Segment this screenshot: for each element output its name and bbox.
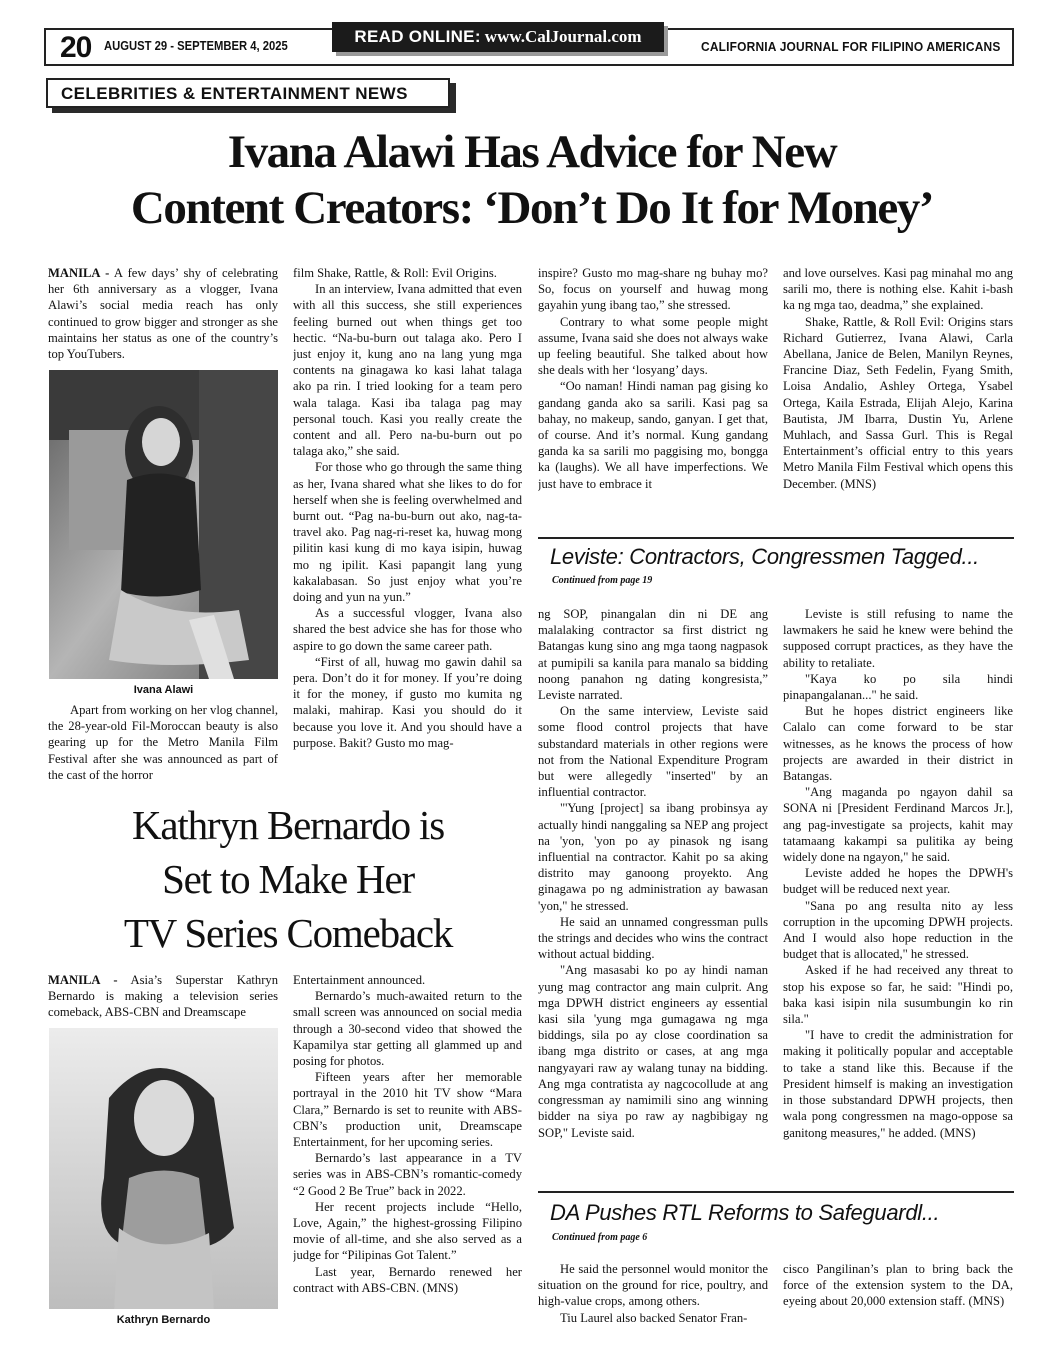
kathryn-headline-line3: TV Series Comeback (123, 910, 453, 956)
read-online-banner (332, 22, 664, 52)
kathryn-dateline: MANILA - (48, 973, 118, 987)
leviste-p9: "Ang maganda po ngayon dahil sa SONA ni [President Ferdinand Marcos Jr.], ang pag-investigate sa projects, kahit may tatamaang kakampi sa pulitika ay being widely done na ngayon," he said. (783, 785, 1013, 865)
ivana-column-4 (783, 265, 1013, 533)
leviste-p6: Leviste is still refusing to name the lawmakers he said he knew were behind the supposed corrupt practices, as they have the ability to retaliate. (783, 607, 1013, 670)
ivana-p10: “Oo naman! Hindi naman pag gising ko gandang ganda ako sa sarili. Kasi pag sa bahay, no makeup, sando, ganyan. I get that, of course. And it’s normal. Kung gandang ganda ka sa sarili mo paggising mo, bongga ka (laughs). We all have imperfections. We just have to embrace it (538, 379, 768, 491)
ivana-p8: inspire? Gusto mo mag-share ng buhay mo? So, focus on yourself and huwag mong gayahin yung ibang tao,” she stressed. (538, 266, 768, 313)
da-p2: Tiu Laurel also backed Senator Fran- (560, 1310, 748, 1325)
ivana-p4: In an interview, Ivana admitted that even with all this success, she still experiences feeling burned out when things get too hectic. “Na-bu-burn out talaga ako. Pero I just enjoy it, kung ano na lang yung mga contents na ginagawa ko kasi lahat talaga ako pa rin. I tried looking for a team pero wala talaga. Kasi iba talaga pag may personal touch. Kasi you really create the content and all. Pero na-bu-burn out po talaga ako,” she said. (293, 282, 522, 459)
da-top-rule (538, 1191, 1014, 1193)
leviste-p13: "I have to credit the administration for making it politically popular and acceptable to take a stand like this. Because if the President himself is making an investigation in those substandard DPWH projects, then wala pong congressmen na mago-oppose sa ganitong measures," he added. (MNS) (783, 1028, 1013, 1140)
ivana-p12: Shake, Rattle, & Roll Evil: Origins stars Richard Gutierrez, Ivana Alawi, Carla Abellana, Janice de Belen, Manilyn Reynes, Francine Diaz, Seth Fedelin, Fyang Smith, Loisa Andalio, Ashley Ortega, Ysabel Ortega, Kaila Estrada, Elijah Alejo, Karina Bautista, JM Ibarra, Dustin Yu, Arlene Muhlach, and Sassa Gurl. This is Regal Entertainment’s official entry to this years Metro Manila Film Festival which opens this December. (MNS) (783, 314, 1013, 491)
kathryn-photo-caption: Kathryn Bernardo (116, 1314, 211, 1326)
ivana-p7: “First of all, huwag mo gawin dahil sa pera. Don’t do it for money. If you’re doing it for the money, if gusto mo kumita ng malaki, mahirap. Kasi you should do it because you love it. And you should have a purpose. Bakit? Gusto mo mag- (293, 654, 522, 750)
ivana-dateline: MANILA - (48, 266, 110, 280)
da-p3: cisco Pangilinan’s plan to bring back the force of the extension system to the DA, eyeing about 20,000 extension staff. (MNS) (783, 1262, 1013, 1309)
ivana-column-1 (48, 265, 278, 365)
leviste-p1: ng SOP, pinangalan din ni DE ang malalaking contractor sa first district ng Batangas kung sino ang mga taong nagpasok at pumipili sa kanila para manalo sa bidding noong panahon ng dating kongresista,” Leviste narrated. (538, 607, 768, 703)
leviste-top-rule (538, 537, 1014, 539)
da-headline: DA Pushes RTL Reforms to Safeguardl... (550, 1200, 940, 1225)
ivana-headline-line1: Ivana Alawi Has Advice for New (227, 126, 837, 178)
kathryn-p7: Last year, Bernardo renewed her contract with ABS-CBN. (MNS) (293, 1264, 522, 1295)
kathryn-p6: Her recent projects include “Hello, Love, Again,” the highest-grossing Filipino movie of all-time, and she also served as a judge for “Pilipinas Got Talent.” (293, 1199, 522, 1263)
page-number: 20 (60, 31, 92, 64)
masthead-bar (44, 28, 1014, 66)
leviste-continued-note: Continued from page 19 (552, 575, 653, 586)
publication-name: CALIFORNIA JOURNAL FOR FILIPINO AMERICANS (700, 39, 1000, 54)
kathryn-p2: Entertainment announced. (293, 973, 426, 987)
ivana-p3: film Shake, Rattle, & Roll: Evil Origins. (293, 266, 497, 280)
ivana-column-3 (538, 265, 768, 533)
ivana-p11: and love ourselves. Kasi pag minahal mo ang sarili mo, there is nothing else. Kahit i-bash ka ng mga tao, deadma,” she explained. (783, 266, 1013, 313)
section-label: CELEBRITIES & ENTERTAINMENT NEWS (46, 78, 450, 108)
leviste-p11: "Sana po ang resulta nito ay less corruption in the upcoming DPWH projects. And I would also hope reduction in the budget that is allocated," he stressed. (783, 898, 1013, 962)
leviste-p7: "Kaya ko po sila hindi pinapangalanan..." he said. (783, 671, 1013, 703)
leviste-p4: He said an unnamed congressman pulls the strings and decides who wins the contract without actual bidding. (538, 914, 768, 962)
kathryn-p5: Bernardo’s last appearance in a TV series was in ABS-CBN’s romantic-comedy “2 Good 2 Be True” back in 2022. (293, 1151, 522, 1198)
kathryn-bernardo-photo (49, 1028, 278, 1309)
kathryn-column-2 (293, 972, 522, 1330)
ivana-p9: Contrary to what some people might assume, Ivana said she does not always wake up feeling beautiful. She talked about how she deals with her ‘losyang’ days. (538, 314, 768, 378)
leviste-p2: On the same interview, Leviste said some flood control projects that have substandard materials in other regions were not from the National Expenditure Program but were allegedly "inserted" by an influential contractor. (538, 704, 768, 800)
leviste-headline: Leviste: Contractors, Congressmen Tagged... (550, 544, 979, 569)
ivana-column-2 (293, 265, 522, 787)
leviste-p5: "Ang masasabi ko po ay hindi naman yung mag contractor ang main culprit. Ang mga DPWH district engineers ay essential kasi sila 'yung mga gumagawa ng mga biddings, sila po ay close coordination sa ibang mga distrito or cases, at ang mga nangyayari raw ay walang tunay na bidding. Ang mga contratista ay nagcocollude at ang congressman ay namimili sino ang winning bidder na siya po raw ay nagbibigay ng SOP," Leviste said. (538, 963, 768, 1140)
issue-date: AUGUST 29 - SEPTEMBER 4, 2025 (104, 39, 288, 53)
leviste-p12: Asked if he had received any threat to stop his expose so far, he said: "Hindi po, baka kasi isipin nila susumbungin ko rin sila." (783, 963, 1013, 1027)
da-column-2 (783, 1261, 1013, 1335)
ivana-column-1-bottom (48, 702, 278, 788)
read-online-label: READ ONLINE: (354, 27, 481, 46)
ivana-photo-illustration (49, 370, 278, 679)
ivana-headline-line2: Content Creators: ‘Don’t Do It for Money’ (130, 182, 934, 234)
da-column-1 (538, 1261, 768, 1335)
ivana-paragraph (48, 265, 278, 362)
ivana-p2: Apart from working on her vlog channel, the 28-year-old Fil-Moroccan beauty is also gearing up for the Metro Manila Film Festival after she was announced as part of the cast of the horror (48, 703, 278, 782)
leviste-p8: But he hopes district engineers like Calalo can come forward to be star witnesses, as he knows the process of how projects are awarded in their district in Batangas. (783, 704, 1013, 784)
ivana-p6: As a successful vlogger, Ivana also shared the best advice she has for those who aspire to go down the same career path. (293, 606, 522, 653)
kathryn-p3: Bernardo’s much-awaited return to the small screen was announced on social media through a 30-second video that showed the Kapamilya star getting all glammed up and posing for photos. (293, 989, 522, 1069)
ivana-photo-caption: Ivana Alawi (133, 684, 194, 696)
read-online-url[interactable]: www.CalJournal.com (484, 27, 642, 46)
ivana-p5: For those who go through the same thing as her, Ivana shared what she likes to do for herself when she is feeling overwhelmed and burnt out. “Pag na-bu-burn out ako, nag-ta-travel ako. Pag nag-ri-reset ka, huwag mong pilitin kasi kung di mo kaya isipin, huwag mo ng ipilit. Kasi papangit lang yung kakalabasan. So just enjoy what you’re doing and yun na yun.” (293, 460, 522, 605)
kathryn-headline-line1: Kathryn Bernardo is (132, 802, 444, 848)
ivana-headline (44, 124, 1020, 236)
da-continued-note: Continued from page 6 (552, 1232, 648, 1243)
da-p1: He said the personnel would monitor the situation on the ground for rice, poultry, and high-value crops, among others. (538, 1262, 768, 1309)
kathryn-p1: Asia’s Superstar Kathryn Bernardo is making a television series comeback, ABS-CBN and Dreamscape (48, 973, 278, 1020)
leviste-p10: Leviste added he hopes the DPWH's budget will be reduced next year. (783, 866, 1013, 897)
kathryn-photo-illustration (49, 1028, 278, 1309)
kathryn-headline (46, 798, 530, 960)
ivana-p1: A few days’ shy of celebrating her 6th anniversary as a vlogger, Ivana Alawi’s social media reach has only continued to grow bigger and stronger as she maintains her status as one of the country’s top YouTubers. (48, 266, 278, 362)
kathryn-column-1 (48, 972, 278, 1024)
kathryn-paragraph (48, 972, 278, 1021)
kathryn-p4: Fifteen years after her memorable portrayal in the 2010 hit TV show “Mara Clara,” Bernardo is set to reunite with ABS-CBN’s production unit, Dreamscape Entertainment, for her upcoming series. (293, 1070, 522, 1150)
leviste-column-2 (783, 606, 1013, 1180)
ivana-alawi-photo (49, 370, 278, 679)
kathryn-headline-line2: Set to Make Her (162, 856, 414, 902)
leviste-column-1 (538, 606, 768, 1180)
leviste-p3: "'Yung [project] sa ibang probinsya ay actually hindi nanggaling sa NEP ang project na 'yon, 'yon po ay pinasok ng isang influential na contractor. Kahit po sa aking distrito may ganoong proyekto. Ang ginagawa po ng administration ay bawasan 'yon," he stressed. (538, 801, 768, 913)
